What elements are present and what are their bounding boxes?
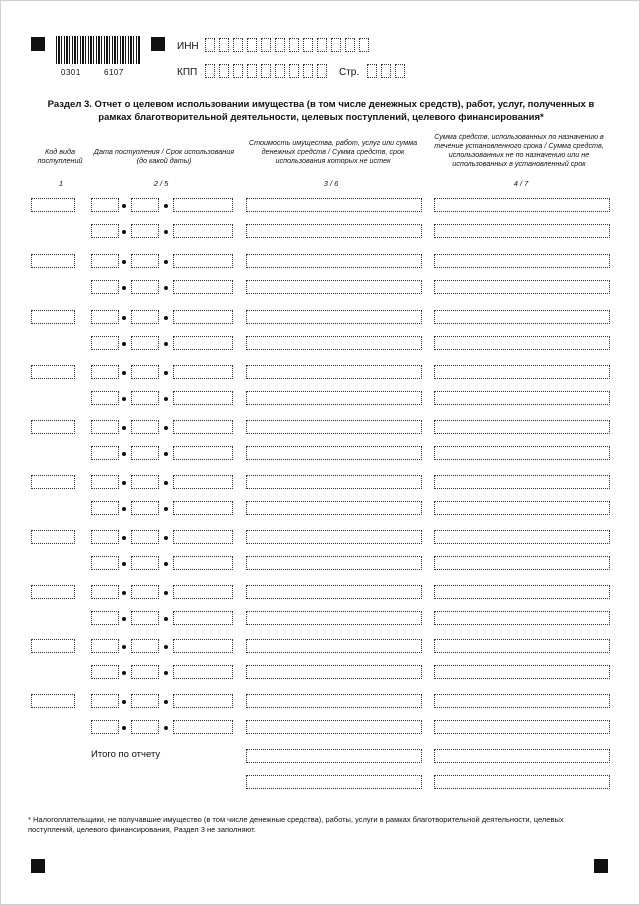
date-month-field[interactable] <box>131 665 159 679</box>
amount-col3-field[interactable] <box>246 611 422 625</box>
kpp-field[interactable] <box>205 64 331 78</box>
date-year-field[interactable] <box>173 501 233 515</box>
date-separator-dot <box>122 397 126 401</box>
inn-label: ИНН <box>177 41 199 52</box>
amount-col3-field[interactable] <box>246 420 422 434</box>
date-separator-dot <box>122 591 126 595</box>
date-separator-dot <box>164 671 168 675</box>
amount-col4-field[interactable] <box>434 254 610 268</box>
amount-col3-field[interactable] <box>246 501 422 515</box>
amount-col4-field[interactable] <box>434 420 610 434</box>
date-month-field[interactable] <box>131 420 159 434</box>
date-separator-dot <box>164 617 168 621</box>
amount-col4-field[interactable] <box>434 501 610 515</box>
amount-col4-field[interactable] <box>434 585 610 599</box>
amount-col3-field[interactable] <box>246 665 422 679</box>
code-field[interactable] <box>31 585 75 599</box>
amount-col3-field[interactable] <box>246 639 422 653</box>
date-separator-dot <box>122 316 126 320</box>
date-day-field[interactable] <box>91 224 119 238</box>
date-separator-dot <box>164 507 168 511</box>
date-separator-dot <box>122 230 126 234</box>
date-day-field[interactable] <box>91 530 119 544</box>
amount-col3-field[interactable] <box>246 365 422 379</box>
amount-col3-field[interactable] <box>246 336 422 350</box>
amount-col4-field[interactable] <box>434 475 610 489</box>
amount-col4-field[interactable] <box>434 556 610 570</box>
date-separator-dot <box>164 230 168 234</box>
date-separator-dot <box>164 481 168 485</box>
date-separator-dot <box>122 342 126 346</box>
date-separator-dot <box>122 507 126 511</box>
code-field[interactable] <box>31 310 75 324</box>
amount-col3-field[interactable] <box>246 585 422 599</box>
inn-field[interactable] <box>205 38 373 52</box>
amount-col3-field[interactable] <box>246 254 422 268</box>
date-separator-dot <box>122 481 126 485</box>
column-number-4: 4 / 7 <box>513 179 529 188</box>
date-separator-dot <box>164 204 168 208</box>
footnote: * Налогоплательщики, не получавшие имущество (в том числе денежные средства), работы, услуги в рамках благотворительной деятельности, целевых поступлений, целевого финансирования, Раздел 3 не заполняют. <box>28 815 564 834</box>
date-month-field[interactable] <box>131 694 159 708</box>
date-separator-dot <box>164 286 168 290</box>
date-year-field[interactable] <box>173 224 233 238</box>
date-year-field[interactable] <box>173 198 233 212</box>
date-separator-dot <box>122 726 126 730</box>
page-number-label: Стр. <box>339 67 360 78</box>
amount-col3-field[interactable] <box>246 446 422 460</box>
amount-col4-field[interactable] <box>434 639 610 653</box>
date-day-field[interactable] <box>91 391 119 405</box>
amount-col4-field[interactable] <box>434 198 610 212</box>
amount-col3-field[interactable] <box>246 475 422 489</box>
date-year-field[interactable] <box>173 694 233 708</box>
date-year-field[interactable] <box>173 639 233 653</box>
page-number-field[interactable] <box>367 64 409 78</box>
date-separator-dot <box>122 286 126 290</box>
amount-col3-field[interactable] <box>246 391 422 405</box>
total-col3-line1[interactable] <box>246 749 422 763</box>
date-day-field[interactable] <box>91 280 119 294</box>
date-month-field[interactable] <box>131 224 159 238</box>
date-day-field[interactable] <box>91 254 119 268</box>
date-day-field[interactable] <box>91 198 119 212</box>
date-separator-dot <box>164 397 168 401</box>
total-col4-line1[interactable] <box>434 749 610 763</box>
kpp-label: КПП <box>177 67 198 78</box>
barcode-number-left: 0301 <box>61 68 81 77</box>
code-field[interactable] <box>31 254 75 268</box>
corner-marker-top-right <box>151 37 165 51</box>
date-month-field[interactable] <box>131 639 159 653</box>
date-day-field[interactable] <box>91 694 119 708</box>
amount-col4-field[interactable] <box>434 336 610 350</box>
amount-col4-field[interactable] <box>434 310 610 324</box>
date-separator-dot <box>122 645 126 649</box>
date-separator-dot <box>164 371 168 375</box>
date-separator-dot <box>164 562 168 566</box>
date-month-field[interactable] <box>131 310 159 324</box>
code-field[interactable] <box>31 420 75 434</box>
amount-col4-field[interactable] <box>434 446 610 460</box>
date-separator-dot <box>164 645 168 649</box>
date-day-field[interactable] <box>91 585 119 599</box>
column-heading-4: Сумма средств, использованных по назначению в течение установленного срока / Сумма средств, использованных не по назначению или не использованных в установленный срок <box>434 132 604 168</box>
code-field[interactable] <box>31 639 75 653</box>
date-separator-dot <box>164 426 168 430</box>
date-day-field[interactable] <box>91 310 119 324</box>
date-year-field[interactable] <box>173 420 233 434</box>
amount-col3-field[interactable] <box>246 224 422 238</box>
date-separator-dot <box>164 342 168 346</box>
total-col4-line2[interactable] <box>434 775 610 789</box>
code-field[interactable] <box>31 365 75 379</box>
date-day-field[interactable] <box>91 446 119 460</box>
date-year-field[interactable] <box>173 556 233 570</box>
date-separator-dot <box>122 426 126 430</box>
corner-marker-bottom-right <box>594 859 608 873</box>
date-separator-dot <box>164 260 168 264</box>
date-year-field[interactable] <box>173 391 233 405</box>
date-year-field[interactable] <box>173 475 233 489</box>
date-day-field[interactable] <box>91 365 119 379</box>
amount-col4-field[interactable] <box>434 224 610 238</box>
date-separator-dot <box>122 260 126 264</box>
date-day-field[interactable] <box>91 611 119 625</box>
date-separator-dot <box>164 452 168 456</box>
date-year-field[interactable] <box>173 720 233 734</box>
amount-col4-field[interactable] <box>434 391 610 405</box>
corner-marker-top-left <box>31 37 45 51</box>
date-separator-dot <box>164 591 168 595</box>
column-number-2: 2 / 5 <box>153 179 169 188</box>
date-separator-dot <box>122 562 126 566</box>
date-month-field[interactable] <box>131 280 159 294</box>
corner-marker-bottom-left <box>31 859 45 873</box>
amount-col4-field[interactable] <box>434 280 610 294</box>
amount-col3-field[interactable] <box>246 694 422 708</box>
date-year-field[interactable] <box>173 254 233 268</box>
date-separator-dot <box>122 700 126 704</box>
code-field[interactable] <box>31 694 75 708</box>
date-day-field[interactable] <box>91 556 119 570</box>
column-number-1: 1 <box>58 179 64 188</box>
amount-col4-field[interactable] <box>434 611 610 625</box>
date-year-field[interactable] <box>173 280 233 294</box>
date-month-field[interactable] <box>131 391 159 405</box>
column-heading-2: Дата поступления / Срок использования (до какой даты) <box>93 147 235 165</box>
date-day-field[interactable] <box>91 420 119 434</box>
amount-col3-field[interactable] <box>246 720 422 734</box>
date-month-field[interactable] <box>131 530 159 544</box>
barcode <box>56 36 141 64</box>
date-year-field[interactable] <box>173 446 233 460</box>
total-col3-line2[interactable] <box>246 775 422 789</box>
total-label: Итого по отчету <box>91 749 161 760</box>
amount-col3-field[interactable] <box>246 198 422 212</box>
barcode-number-right: 6107 <box>104 68 124 77</box>
date-separator-dot <box>122 617 126 621</box>
date-month-field[interactable] <box>131 198 159 212</box>
code-field[interactable] <box>31 198 75 212</box>
date-month-field[interactable] <box>131 446 159 460</box>
date-separator-dot <box>122 671 126 675</box>
column-heading-3: Стоимость имущества, работ, услуг или сумма денежных средств / Сумма средств, срок использования которых не истек <box>248 138 418 165</box>
date-separator-dot <box>122 536 126 540</box>
date-month-field[interactable] <box>131 611 159 625</box>
date-month-field[interactable] <box>131 556 159 570</box>
date-day-field[interactable] <box>91 475 119 489</box>
date-day-field[interactable] <box>91 639 119 653</box>
amount-col3-field[interactable] <box>246 556 422 570</box>
date-month-field[interactable] <box>131 336 159 350</box>
date-separator-dot <box>122 371 126 375</box>
date-day-field[interactable] <box>91 501 119 515</box>
date-year-field[interactable] <box>173 310 233 324</box>
date-year-field[interactable] <box>173 336 233 350</box>
date-year-field[interactable] <box>173 365 233 379</box>
date-year-field[interactable] <box>173 611 233 625</box>
date-month-field[interactable] <box>131 720 159 734</box>
amount-col4-field[interactable] <box>434 665 610 679</box>
code-field[interactable] <box>31 530 75 544</box>
amount-col3-field[interactable] <box>246 310 422 324</box>
amount-col4-field[interactable] <box>434 530 610 544</box>
date-separator-dot <box>164 316 168 320</box>
date-separator-dot <box>122 204 126 208</box>
date-separator-dot <box>164 726 168 730</box>
date-day-field[interactable] <box>91 665 119 679</box>
date-month-field[interactable] <box>131 365 159 379</box>
date-month-field[interactable] <box>131 475 159 489</box>
amount-col3-field[interactable] <box>246 530 422 544</box>
code-field[interactable] <box>31 475 75 489</box>
date-year-field[interactable] <box>173 665 233 679</box>
amount-col4-field[interactable] <box>434 365 610 379</box>
date-separator-dot <box>164 700 168 704</box>
column-heading-1: Код вида поступлений <box>37 147 83 165</box>
date-day-field[interactable] <box>91 336 119 350</box>
amount-col3-field[interactable] <box>246 280 422 294</box>
date-month-field[interactable] <box>131 585 159 599</box>
amount-col4-field[interactable] <box>434 694 610 708</box>
date-year-field[interactable] <box>173 585 233 599</box>
section-title: Раздел 3. Отчет о целевом использовании имущества (в том числе денежных средств), работ, услуг, полученных в рамках благотворительной деятельности, целевых поступлений, целевого финансирования* <box>47 99 595 123</box>
date-day-field[interactable] <box>91 720 119 734</box>
date-month-field[interactable] <box>131 254 159 268</box>
column-number-3: 3 / 6 <box>323 179 339 188</box>
date-year-field[interactable] <box>173 530 233 544</box>
date-month-field[interactable] <box>131 501 159 515</box>
date-separator-dot <box>164 536 168 540</box>
amount-col4-field[interactable] <box>434 720 610 734</box>
date-separator-dot <box>122 452 126 456</box>
